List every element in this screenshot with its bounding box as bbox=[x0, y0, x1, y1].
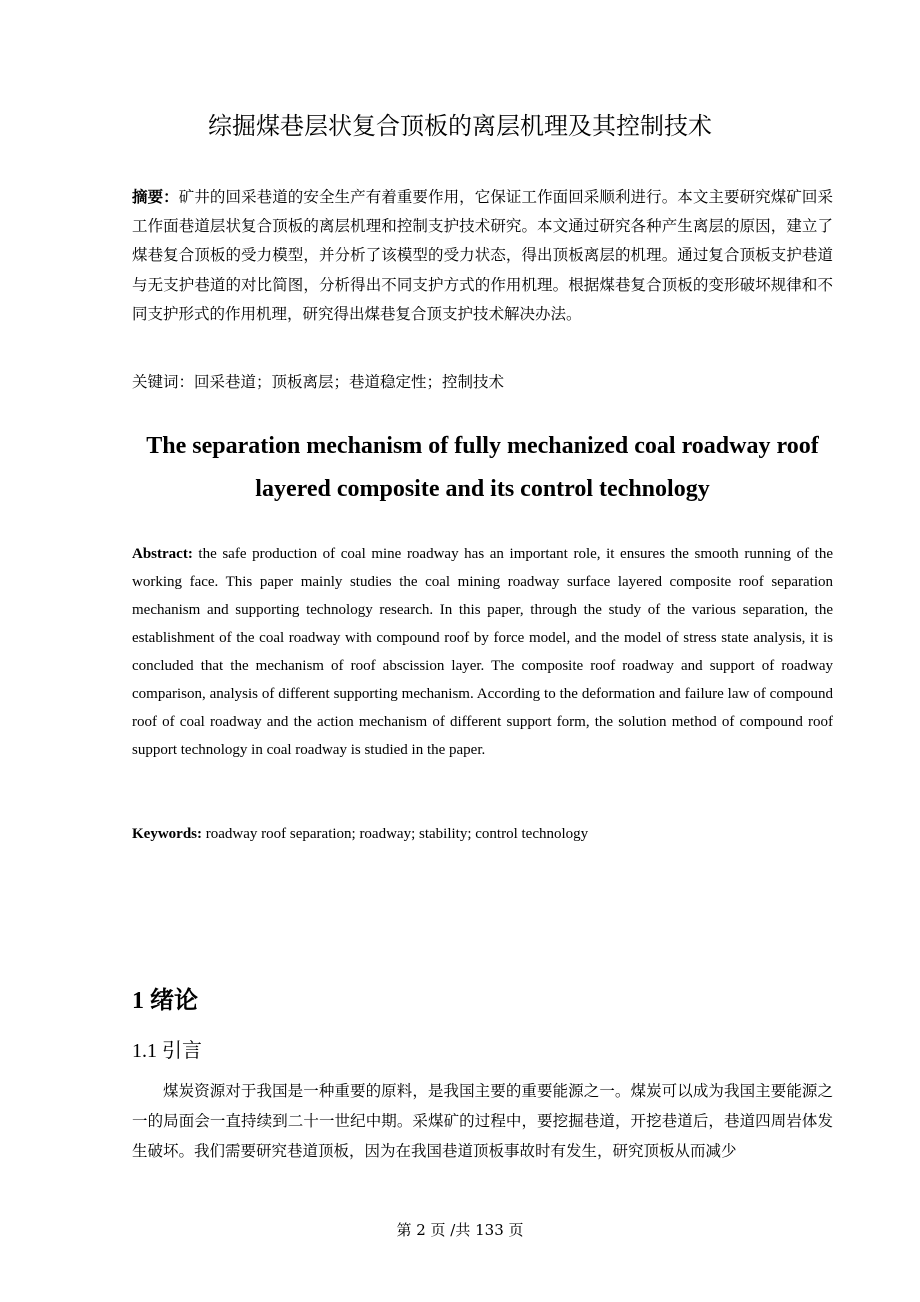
section-1-heading bbox=[132, 980, 833, 1021]
chinese-abstract bbox=[132, 183, 833, 329]
intro-paragraph: 煤炭资源对于我国是一种重要的原料，是我国主要的重要能源之一。煤炭可以成为我国主要能源之一的局面会一直持续到二十一世纪中期。采煤矿的过程中，要挖掘巷道，开挖巷道后，巷道四周岩体发生破坏。我们需要研究巷道顶板，因为在我国巷道顶板事故时有发生，研究顶板从而减少 bbox=[132, 1082, 833, 1160]
section-1-title: 绪论 bbox=[150, 986, 198, 1014]
english-title: The separation mechanism of fully mechanized coal roadway roof layered composite and its control technology bbox=[146, 433, 819, 502]
chinese-keywords bbox=[132, 368, 833, 396]
chinese-abstract-text: 矿井的回采巷道的安全生产有着重要作用，它保证工作面回采顺利进行。本文主要研究煤矿回采工作面巷道层状复合顶板的离层机理和控制支护技术研究。本文通过研究各种产生离层的原因，建立了煤巷复合顶板的受力模型，并分析了该模型的受力状态，得出顶板离层的机理。通过复合顶板支护巷道与无支护巷道的对比简图，分析得出不同支护方式的作用机理。根据煤巷复合顶板的变形破坏规律和不同支护形式的作用机理，研究得出煤巷复合顶支护技术解决办法。 bbox=[132, 188, 833, 323]
chinese-title: 综掘煤巷层状复合顶板的离层机理及其控制技术 bbox=[208, 112, 712, 140]
chinese-keywords-text: 回采巷道；顶板离层；巷道稳定性；控制技术 bbox=[194, 373, 505, 391]
english-keywords-text: roadway roof separation; roadway; stability; control technology bbox=[202, 826, 589, 842]
section-1-1-number: 1.1 bbox=[132, 1040, 162, 1062]
section-1-1-title: 引言 bbox=[162, 1038, 202, 1062]
page-footer: 第 2 页 /共 133 页 bbox=[396, 1221, 524, 1239]
chinese-abstract-label: 摘要： bbox=[132, 188, 179, 206]
english-abstract-label: Abstract: bbox=[132, 546, 193, 562]
english-abstract-text: the safe production of coal mine roadway has an important role, it ensures the smooth running of the working face. This paper mainly studies the coal mining roadway surface layered composite roof separation mechanism and supporting technology research. In this paper, through the study of the various separation, the establishment of the coal roadway with compound roof by force model, and the model of stress state analysis, it is concluded that the mechanism of roof abscission layer. The composite roof roadway and support of roadway comparison, analysis of different supporting mechanism. According to the deformation and failure law of compound roof of coal roadway and the action mechanism of different support form, the solution method of compound roof support technology in coal roadway is studied in the paper. bbox=[132, 546, 833, 758]
english-keywords-label: Keywords: bbox=[132, 826, 202, 842]
chinese-keywords-label: 关键词： bbox=[132, 373, 195, 391]
section-1-number: 1 bbox=[132, 988, 150, 1014]
english-keywords bbox=[132, 820, 833, 848]
section-1-1-heading bbox=[132, 1033, 833, 1068]
english-abstract bbox=[132, 540, 833, 764]
